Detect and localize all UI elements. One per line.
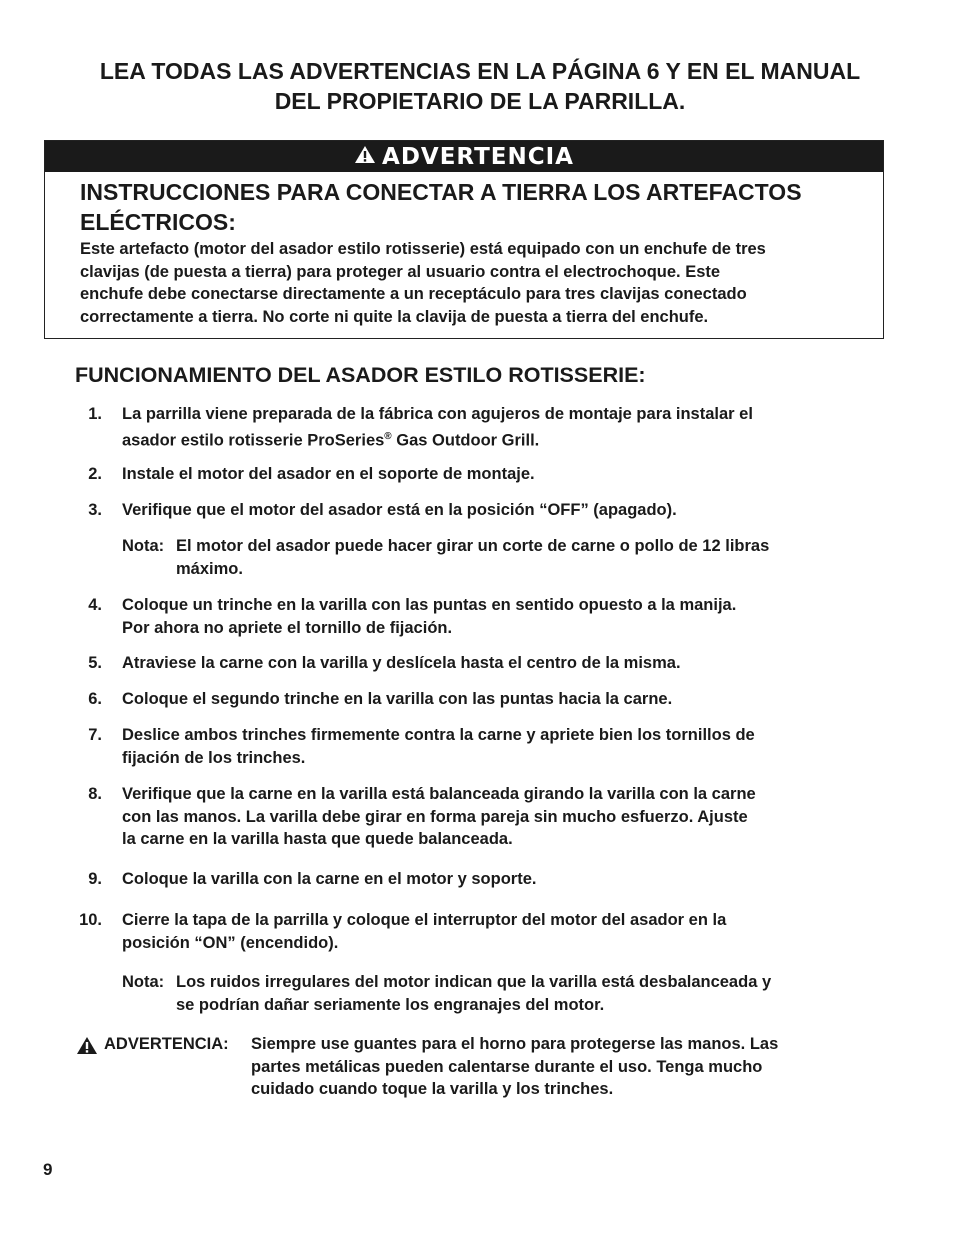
grounding-body-line: Este artefacto (motor del asador estilo rotisserie) está equipado con un enchufe de tres — [80, 240, 766, 258]
grounding-body-line: enchufe debe conectarse directamente a un receptáculo para tres clavijas conectado — [80, 285, 747, 303]
step-text — [122, 499, 862, 522]
step-number: 5. — [88, 654, 102, 672]
step-line-part: Gas Outdoor Grill. — [391, 431, 540, 449]
step-line: La parrilla viene preparada de la fábrica con agujeros de montaje para instalar el — [122, 405, 753, 423]
step-number: 2. — [88, 465, 102, 483]
step-number: 10. — [79, 911, 102, 929]
step-number: 4. — [88, 596, 102, 614]
warning-triangle-icon — [354, 144, 376, 170]
step-text — [122, 724, 862, 769]
step-number: 6. — [88, 690, 102, 708]
section-title: FUNCIONAMIENTO DEL ASADOR ESTILO ROTISSERIE: — [75, 363, 646, 387]
step-line: con las manos. La varilla debe girar en forma pareja sin mucho esfuerzo. Ajuste — [122, 807, 748, 826]
step-line: Deslice ambos trinches firmemente contra la carne y apriete bien los tornillos de — [122, 726, 755, 744]
registered-mark: ® — [384, 430, 392, 442]
caution-label: ADVERTENCIA: — [104, 1035, 229, 1053]
step-line: la carne en la varilla hasta que quede balanceada. — [122, 830, 513, 848]
note-line: máximo. — [176, 559, 243, 578]
step-text — [122, 868, 862, 891]
warning-triangle-icon — [76, 1036, 98, 1062]
step-line: Coloque un trinche en la varilla con las puntas en sentido opuesto a la manija. — [122, 596, 737, 614]
note-line: se podrían dañar seriamente los engranajes del motor. — [176, 995, 605, 1014]
step-line: Coloque la varilla con la carne en el motor y soporte. — [122, 870, 537, 888]
step-line: posición “ON” (encendido). — [122, 933, 339, 952]
step-number: 7. — [88, 726, 102, 744]
grounding-heading-line2: ELÉCTRICOS: — [80, 209, 236, 235]
step-line: Verifique que la carne en la varilla está balanceada girando la varilla con la carne — [122, 785, 756, 803]
caution-line: cuidado cuando toque la varilla y los trinches. — [251, 1080, 614, 1098]
page-header-line1: LEA TODAS LAS ADVERTENCIAS EN LA PÁGINA 6 Y EN EL MANUAL — [99, 58, 861, 84]
warning-banner — [45, 141, 883, 172]
caution-text — [251, 1033, 871, 1101]
grounding-body-line: clavijas (de puesta a tierra) para proteger al usuario contra el electrochoque. Este — [80, 262, 721, 281]
note-label: Nota: — [122, 537, 165, 555]
page-header-line2: DEL PROPIETARIO DE LA PARRILLA. — [274, 88, 686, 114]
step-line — [122, 426, 862, 452]
note-text — [176, 971, 866, 1016]
page-number: 9 — [43, 1160, 53, 1179]
step-text — [122, 403, 862, 452]
caution-line: partes metálicas pueden calentarse durante el uso. Tenga mucho — [251, 1057, 763, 1076]
grounding-warning-box — [44, 140, 884, 339]
step-text — [122, 463, 862, 486]
grounding-heading — [80, 177, 880, 237]
note-line: Los ruidos irregulares del motor indican que la varilla está desbalanceada y — [176, 973, 772, 991]
grounding-body — [80, 238, 880, 328]
step-line: Por ahora no apriete el tornillo de fijación. — [122, 618, 453, 637]
step-line: Verifique que el motor del asador está en la posición “OFF” (apagado). — [122, 501, 677, 519]
step-line: Instale el motor del asador en el soporte de montaje. — [122, 465, 535, 483]
note-label: Nota: — [122, 973, 165, 991]
step-number: 1. — [88, 405, 102, 423]
grounding-body-line: correctamente a tierra. No corte ni quite la clavija de puesta a tierra del enchufe. — [80, 307, 709, 326]
warning-banner-text: ADVERTENCIA — [382, 143, 574, 170]
step-line: Cierre la tapa de la parrilla y coloque el interruptor del motor del asador en la — [122, 911, 727, 929]
step-text — [122, 783, 862, 851]
step-text — [122, 909, 862, 954]
step-number: 8. — [88, 785, 102, 803]
step-line: fijación de los trinches. — [122, 748, 306, 767]
step-text — [122, 594, 862, 639]
grounding-heading-line1: INSTRUCCIONES PARA CONECTAR A TIERRA LOS ARTEFACTOS — [80, 179, 802, 205]
note-line: El motor del asador puede hacer girar un corte de carne o pollo de 12 libras — [176, 537, 770, 555]
page-header — [40, 56, 920, 116]
step-text — [122, 688, 862, 711]
step-line-part: asador estilo rotisserie ProSeries — [122, 431, 385, 449]
note-text — [176, 535, 866, 580]
step-number: 3. — [88, 501, 102, 519]
step-number: 9. — [88, 870, 102, 888]
step-line: Coloque el segundo trinche en la varilla con las puntas hacia la carne. — [122, 690, 673, 708]
step-text — [122, 652, 862, 675]
caution-line: Siempre use guantes para el horno para protegerse las manos. Las — [251, 1035, 779, 1053]
step-line: Atraviese la carne con la varilla y deslícela hasta el centro de la misma. — [122, 654, 681, 672]
